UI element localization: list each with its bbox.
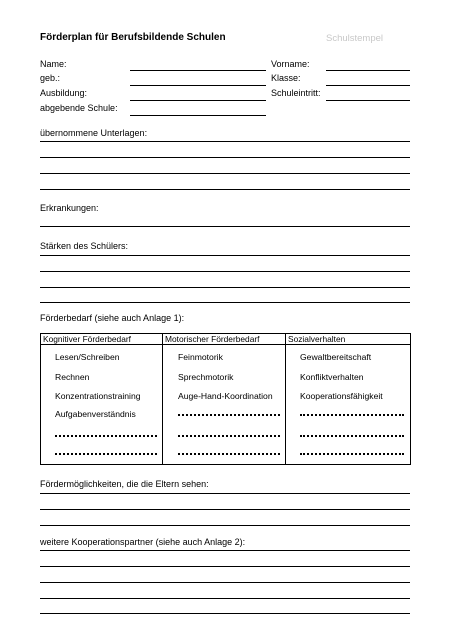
kooperationspartner-label: weitere Kooperationspartner (siehe auch Anlage 2):: [40, 537, 246, 547]
blank-dotted-line[interactable]: [300, 414, 404, 416]
vorname-field[interactable]: [326, 70, 410, 71]
blank-dotted-line[interactable]: [55, 453, 157, 455]
abgebende-schule-field[interactable]: [130, 115, 266, 116]
item-auge-hand-koordination[interactable]: Auge-Hand-Koordination: [178, 391, 273, 401]
blank-dotted-line[interactable]: [300, 435, 404, 437]
geb-field[interactable]: [130, 85, 266, 86]
schuleintritt-label: Schuleintritt:: [271, 88, 321, 98]
unterlagen-line-4[interactable]: [40, 189, 410, 190]
blank-dotted-line[interactable]: [178, 414, 280, 416]
item-sprechmotorik[interactable]: Sprechmotorik: [178, 372, 234, 382]
unterlagen-line-3[interactable]: [40, 173, 410, 174]
foerdermoeglichkeiten-line-2[interactable]: [40, 509, 410, 510]
table-column-divider-2: [285, 333, 286, 465]
klasse-label: Klasse:: [271, 73, 301, 83]
staerken-line-3[interactable]: [40, 287, 410, 288]
item-rechnen[interactable]: Rechnen: [55, 372, 90, 382]
column-header-sozial: Sozialverhalten: [288, 334, 346, 344]
erkrankungen-line[interactable]: [40, 226, 410, 227]
kooperationspartner-line-5[interactable]: [40, 613, 410, 614]
klasse-field[interactable]: [326, 85, 410, 86]
table-header-divider: [40, 344, 411, 345]
table-column-divider-1: [162, 333, 163, 465]
blank-dotted-line[interactable]: [300, 453, 404, 455]
erkrankungen-label: Erkrankungen:: [40, 203, 99, 213]
column-header-motorisch: Motorischer Förderbedarf: [165, 334, 260, 344]
kooperationspartner-line-2[interactable]: [40, 566, 410, 567]
column-header-kognitiv: Kognitiver Förderbedarf: [43, 334, 131, 344]
kooperationspartner-line-4[interactable]: [40, 598, 410, 599]
item-konfliktverhalten[interactable]: Konfliktverhalten: [300, 372, 364, 382]
staerken-line-4[interactable]: [40, 302, 410, 303]
abgebende-schule-label: abgebende Schule:: [40, 103, 118, 113]
staerken-line-2[interactable]: [40, 271, 410, 272]
foerdermoeglichkeiten-line-3[interactable]: [40, 525, 410, 526]
geb-label: geb.:: [40, 73, 61, 83]
school-stamp-placeholder: Schulstempel: [326, 33, 384, 44]
staerken-line-1[interactable]: [40, 255, 410, 256]
foerderbedarf-label: Förderbedarf (siehe auch Anlage 1):: [40, 313, 185, 323]
item-konzentrationstraining[interactable]: Konzentrationstraining: [55, 391, 141, 401]
blank-dotted-line[interactable]: [178, 435, 280, 437]
item-aufgabenverstaendnis[interactable]: Aufgabenverständnis: [55, 409, 136, 419]
staerken-label: Stärken des Schülers:: [40, 241, 129, 251]
ausbildung-field[interactable]: [130, 100, 266, 101]
foerdermoeglichkeiten-line-1[interactable]: [40, 493, 410, 494]
blank-dotted-line[interactable]: [178, 453, 280, 455]
form-title: Förderplan für Berufsbildende Schulen: [40, 32, 226, 43]
unterlagen-line-2[interactable]: [40, 157, 410, 158]
kooperationspartner-line-1[interactable]: [40, 550, 410, 551]
item-kooperationsfaehigkeit[interactable]: Kooperationsfähigkeit: [300, 391, 383, 401]
ausbildung-label: Ausbildung:: [40, 88, 88, 98]
unterlagen-label: übernommene Unterlagen:: [40, 128, 148, 138]
blank-dotted-line[interactable]: [55, 435, 157, 437]
vorname-label: Vorname:: [271, 59, 310, 69]
schuleintritt-field[interactable]: [326, 100, 410, 101]
name-label: Name:: [40, 59, 67, 69]
name-field[interactable]: [130, 70, 266, 71]
item-lesen-schreiben[interactable]: Lesen/Schreiben: [55, 352, 120, 362]
item-gewaltbereitschaft[interactable]: Gewaltbereitschaft: [300, 352, 372, 362]
unterlagen-line-1[interactable]: [40, 141, 410, 142]
foerdermoeglichkeiten-label: Fördermöglichkeiten, die die Eltern sehen:: [40, 479, 209, 489]
kooperationspartner-line-3[interactable]: [40, 582, 410, 583]
item-feinmotorik[interactable]: Feinmotorik: [178, 352, 223, 362]
